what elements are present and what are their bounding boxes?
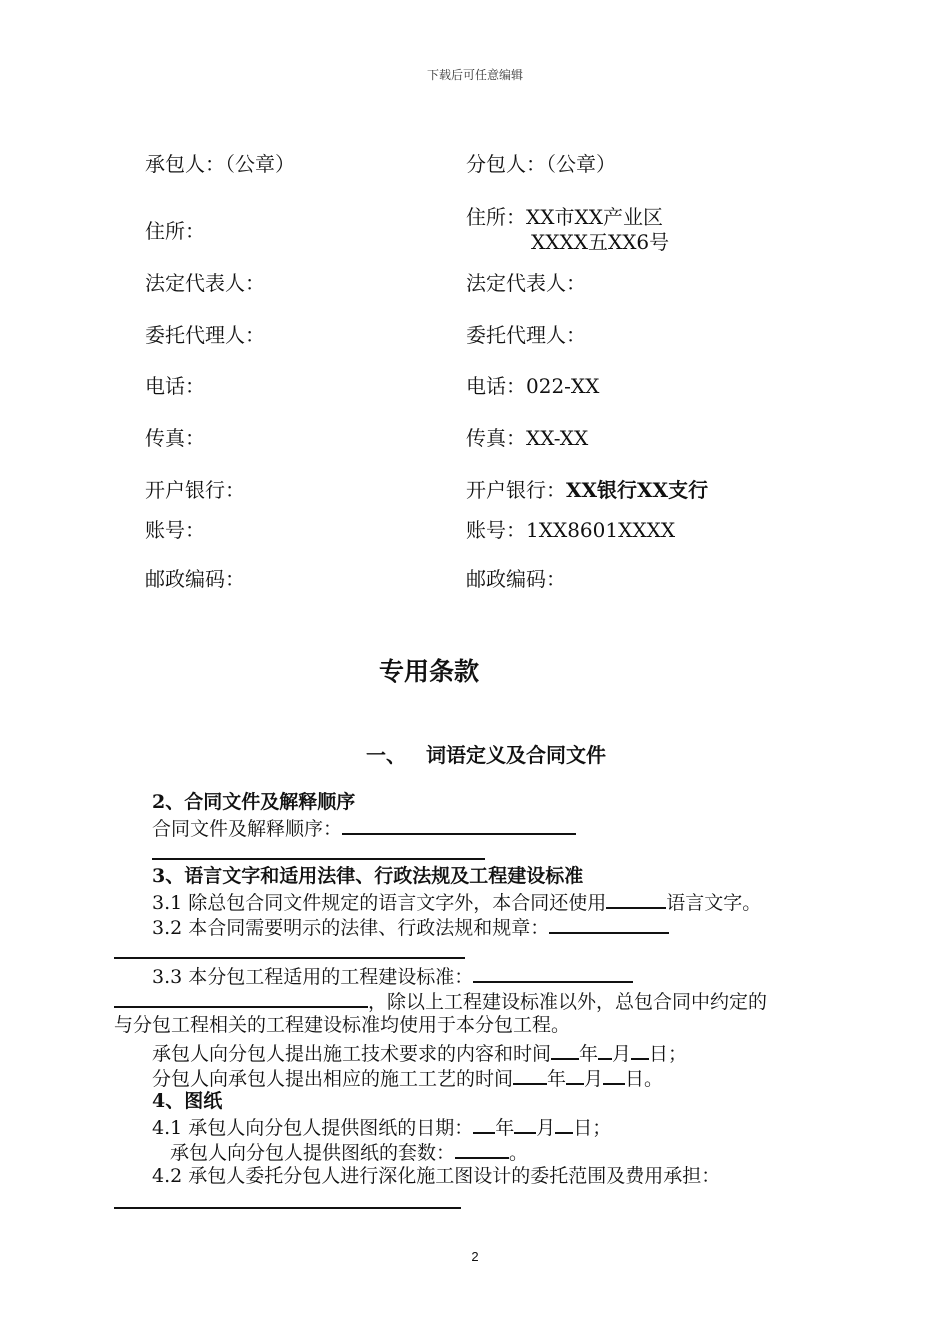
tech-req-year: 年 [579, 1043, 599, 1065]
clause-3-3 [152, 963, 633, 989]
clause-3-3-blank [473, 963, 633, 983]
contractor-address: 住所： [145, 219, 205, 243]
subcontractor-phone: 电话：022-XX [466, 374, 600, 398]
clause-4-1-year-blank [473, 1114, 495, 1134]
clause-4-1-year: 年 [495, 1117, 515, 1139]
header-note: 下载后可任意编辑 [426, 68, 523, 82]
contractor-agent: 委托代理人： [145, 323, 265, 347]
clause-4-1-month-blank [514, 1114, 536, 1134]
subcontractor-postcode: 邮政编码： [466, 567, 566, 591]
clause-4-1-sets-blank [455, 1139, 509, 1159]
tech-req-month-blank [598, 1040, 612, 1060]
clause-4-1-sets-text: 承包人向分包人提供图纸的套数： [170, 1142, 456, 1164]
clause-3-2 [152, 914, 669, 940]
subcontractor-bank-label: 开户银行： [466, 478, 566, 502]
contractor-bank: 开户银行： [145, 478, 245, 502]
clause-4-1 [152, 1114, 611, 1140]
clause-3-1-blank [606, 889, 666, 909]
clause-4-1-text: 4.1 承包人向分包人提供图纸的日期： [152, 1117, 474, 1139]
clause-3-3-line3: 与分包工程相关的工程建设标准均使用于本分包工程。 [114, 1014, 571, 1036]
process-text: 分包人向承包人提出相应的施工工艺的时间 [152, 1068, 514, 1090]
section-number: 一、 [366, 743, 406, 767]
clause-4-2-blank-line [114, 1207, 461, 1209]
clause-2-label: 合同文件及解释顺序： [152, 818, 343, 840]
tech-req-year-blank [551, 1040, 579, 1060]
clause-4-2: 4.2 承包人委托分包人进行深化施工图设计的委托范围及费用承担： [152, 1165, 721, 1187]
contractor-fax: 传真： [145, 426, 205, 450]
process-year-blank [513, 1065, 547, 1085]
tech-req-day-blank [631, 1040, 649, 1060]
tech-req-day: 日； [649, 1043, 688, 1065]
contractor-account: 账号： [145, 518, 205, 542]
clause-3-3-text: 3.3 本分包工程适用的工程建设标准： [152, 966, 474, 988]
clause-3-3-blank-2 [114, 988, 368, 1008]
contractor-postcode: 邮政编码： [145, 567, 245, 591]
page-number: 2 [471, 1249, 479, 1264]
contractor-legal-rep: 法定代表人： [145, 271, 265, 295]
contractor-seal: 承包人：（公章） [145, 152, 295, 176]
clause-3-3-cont [114, 988, 767, 1014]
subcontractor-agent: 委托代理人： [466, 323, 586, 347]
tech-requirements-line [152, 1040, 687, 1066]
subcontractor-address-line1: 住所：XX市XX产业区 [466, 205, 663, 229]
clause-3-2-blank [549, 914, 669, 934]
process-day-blank [603, 1065, 625, 1085]
page-title: 专用条款 [378, 657, 479, 686]
clause-3-1 [152, 889, 761, 915]
section-heading [366, 739, 606, 768]
process-time-line [152, 1065, 663, 1091]
clause-3-title: 3、语言文字和适用法律、行政法规及工程建设标准 [152, 865, 584, 887]
clause-4-1-month: 月 [536, 1117, 556, 1139]
process-month-blank [566, 1065, 584, 1085]
process-year: 年 [547, 1068, 567, 1090]
clause-3-2-text: 3.2 本合同需要明示的法律、行政法规和规章： [152, 917, 550, 939]
clause-4-1-day-blank [555, 1114, 573, 1134]
clause-2-title: 2、合同文件及解释顺序 [152, 791, 356, 813]
tech-req-text: 承包人向分包人提出施工技术要求的内容和时间 [152, 1043, 552, 1065]
subcontractor-bank-value: XX银行XX支行 [566, 478, 709, 502]
clause-4-1-day: 日； [573, 1117, 612, 1139]
clause-3-3-cont-text: ，除以上工程建设标准以外，总包合同中约定的 [368, 991, 768, 1013]
clause-4-1-sets-end: 。 [509, 1142, 529, 1164]
section-title: 词语定义及合同文件 [426, 743, 606, 767]
clause-4-1-sets [170, 1139, 528, 1165]
clause-3-1-end: 语言文字。 [666, 892, 762, 914]
process-month: 月 [584, 1068, 604, 1090]
subcontractor-address-line2: XXXX五XX6号 [531, 230, 670, 254]
tech-req-month: 月 [612, 1043, 632, 1065]
clause-3-2-blank-line [114, 957, 465, 959]
subcontractor-fax: 传真：XX-XX [466, 426, 589, 450]
subcontractor-account: 账号：1XX8601XXXX [466, 518, 676, 542]
clause-2-text [152, 815, 576, 841]
clause-2-blank-line [152, 858, 485, 860]
clause-2-blank [342, 815, 576, 835]
clause-3-1-text: 3.1 除总包合同文件规定的语言文字外，本合同还使用 [152, 892, 607, 914]
subcontractor-bank [466, 477, 708, 503]
subcontractor-legal-rep: 法定代表人： [466, 271, 586, 295]
subcontractor-seal: 分包人：（公章） [466, 152, 616, 176]
contractor-phone: 电话： [145, 374, 205, 398]
process-day: 日。 [625, 1068, 664, 1090]
clause-4-title: 4、图纸 [152, 1090, 223, 1112]
